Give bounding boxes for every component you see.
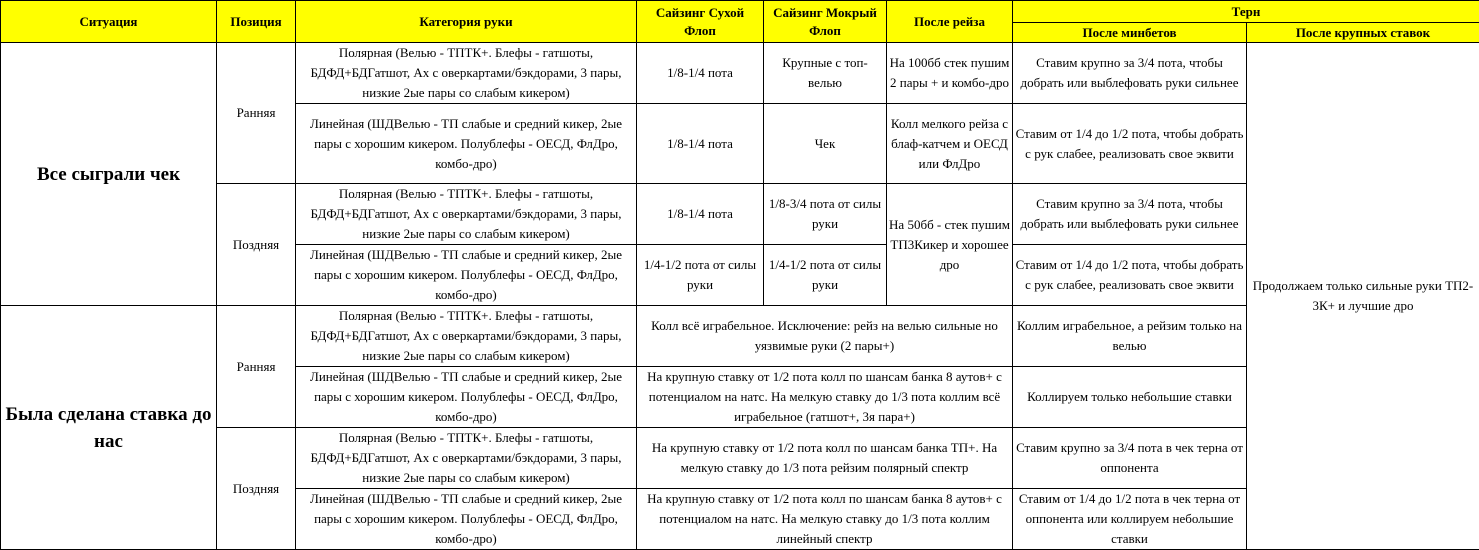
after-minbets-cell: Ставим от 1/4 до 1/2 пота, чтобы добрать с рук слабее, реализовать свое эквити: [1013, 104, 1247, 184]
flop-action-cell: На крупную ставку от 1/2 пота колл по шансам банка 8 аутов+ с потенциалом на натс. На мелкую ставку до 1/3 пота коллим линейный спектр: [637, 489, 1013, 550]
after-big-bets-cell: Продолжаем только сильные руки ТП2-3К+ и лучшие дро: [1247, 43, 1479, 550]
header-turn: Терн: [1013, 1, 1479, 23]
after-minbets-cell: Ставим от 1/4 до 1/2 пота, чтобы добрать с рук слабее, реализовать свое эквити: [1013, 245, 1247, 306]
after-raise-cell: Колл мелкого рейза с блаф-катчем и ОЕСД или ФлДро: [887, 104, 1013, 184]
position-late: Поздняя: [217, 184, 296, 306]
position-late: Поздняя: [217, 428, 296, 550]
situation-bet-before: Была сделана ставка до нас: [1, 306, 217, 550]
header-situation: Ситуация: [1, 1, 217, 43]
header-dry-flop: Сайзинг Сухой Флоп: [637, 1, 764, 43]
dry-flop-cell: 1/4-1/2 пота от силы руки: [637, 245, 764, 306]
after-minbets-cell: Ставим крупно за 3/4 пота, чтобы добрать или выблефовать руки сильнее: [1013, 43, 1247, 104]
after-minbets-cell: Ставим крупно за 3/4 пота, чтобы добрать или выблефовать руки сильнее: [1013, 184, 1247, 245]
header-after-big-bets: После крупных ставок: [1247, 23, 1479, 43]
dry-flop-cell: 1/8-1/4 пота: [637, 43, 764, 104]
after-minbets-cell: Коллим играбельное, а рейзим только на велью: [1013, 306, 1247, 367]
category-linear: Линейная (ШДВелью - ТП слабые и средний кикер, 2ые пары с хорошим кикером. Полублефы - ОЕСД, ФлДро, комбо-дро): [296, 367, 637, 428]
header-after-raise: После рейза: [887, 1, 1013, 43]
dry-flop-cell: 1/8-1/4 пота: [637, 184, 764, 245]
category-linear: Линейная (ШДВелью - ТП слабые и средний кикер, 2ые пары с хорошим кикером. Полублефы - ОЕСД, ФлДро, комбо-дро): [296, 489, 637, 550]
header-position: Позиция: [217, 1, 296, 43]
category-linear: Линейная (ШДВелью - ТП слабые и средний кикер, 2ые пары с хорошим кикером. Полублефы - ОЕСД, ФлДро, комбо-дро): [296, 104, 637, 184]
after-raise-cell: На 50бб - стек пушим ТП3Кикер и хорошее дро: [887, 184, 1013, 306]
after-minbets-cell: Ставим крупно за 3/4 пота в чек терна от оппонента: [1013, 428, 1247, 489]
position-early: Ранняя: [217, 43, 296, 184]
category-polar: Полярная (Велью - ТПТК+. Блефы - гатшоты, БДФД+БДГатшот, Ах с оверкартами/бэкдорами, 3 пары, низкие 2ые пары со слабым кикером): [296, 184, 637, 245]
wet-flop-cell: Чек: [764, 104, 887, 184]
header-wet-flop: Сайзинг Мокрый Флоп: [764, 1, 887, 43]
position-early: Ранняя: [217, 306, 296, 428]
dry-flop-cell: 1/8-1/4 пота: [637, 104, 764, 184]
wet-flop-cell: Крупные с топ-велью: [764, 43, 887, 104]
flop-action-cell: Колл всё играбельное. Исключение: рейз на велью сильные но уязвимые руки (2 пары+): [637, 306, 1013, 367]
situation-all-checked: Все сыграли чек: [1, 43, 217, 306]
category-polar: Полярная (Велью - ТПТК+. Блефы - гатшоты, БДФД+БДГатшот, Ах с оверкартами/бэкдорами, 3 пары, низкие 2ые пары со слабым кикером): [296, 43, 637, 104]
header-after-minbets: После минбетов: [1013, 23, 1247, 43]
flop-action-cell: На крупную ставку от 1/2 пота колл по шансам банка ТП+. На мелкую ставку до 1/3 пота рейзим полярный спектр: [637, 428, 1013, 489]
header-category: Категория руки: [296, 1, 637, 43]
wet-flop-cell: 1/8-3/4 пота от силы руки: [764, 184, 887, 245]
wet-flop-cell: 1/4-1/2 пота от силы руки: [764, 245, 887, 306]
category-polar: Полярная (Велью - ТПТК+. Блефы - гатшоты, БДФД+БДГатшот, Ах с оверкартами/бэкдорами, 3 пары, низкие 2ые пары со слабым кикером): [296, 306, 637, 367]
category-polar: Полярная (Велью - ТПТК+. Блефы - гатшоты, БДФД+БДГатшот, Ах с оверкартами/бэкдорами, 3 пары, низкие 2ые пары со слабым кикером): [296, 428, 637, 489]
after-raise-cell: На 100бб стек пушим 2 пары + и комбо-дро: [887, 43, 1013, 104]
category-linear: Линейная (ШДВелью - ТП слабые и средний кикер, 2ые пары с хорошим кикером. Полублефы - ОЕСД, ФлДро, комбо-дро): [296, 245, 637, 306]
after-minbets-cell: Коллируем только небольшие ставки: [1013, 367, 1247, 428]
flop-action-cell: На крупную ставку от 1/2 пота колл по шансам банка 8 аутов+ с потенциалом на натс. На мелкую ставку до 1/3 пота коллим всё играбельное (гатшот+, 3я пара+): [637, 367, 1013, 428]
after-minbets-cell: Ставим от 1/4 до 1/2 пота в чек терна от оппонента или коллируем небольшие ставки: [1013, 489, 1247, 550]
